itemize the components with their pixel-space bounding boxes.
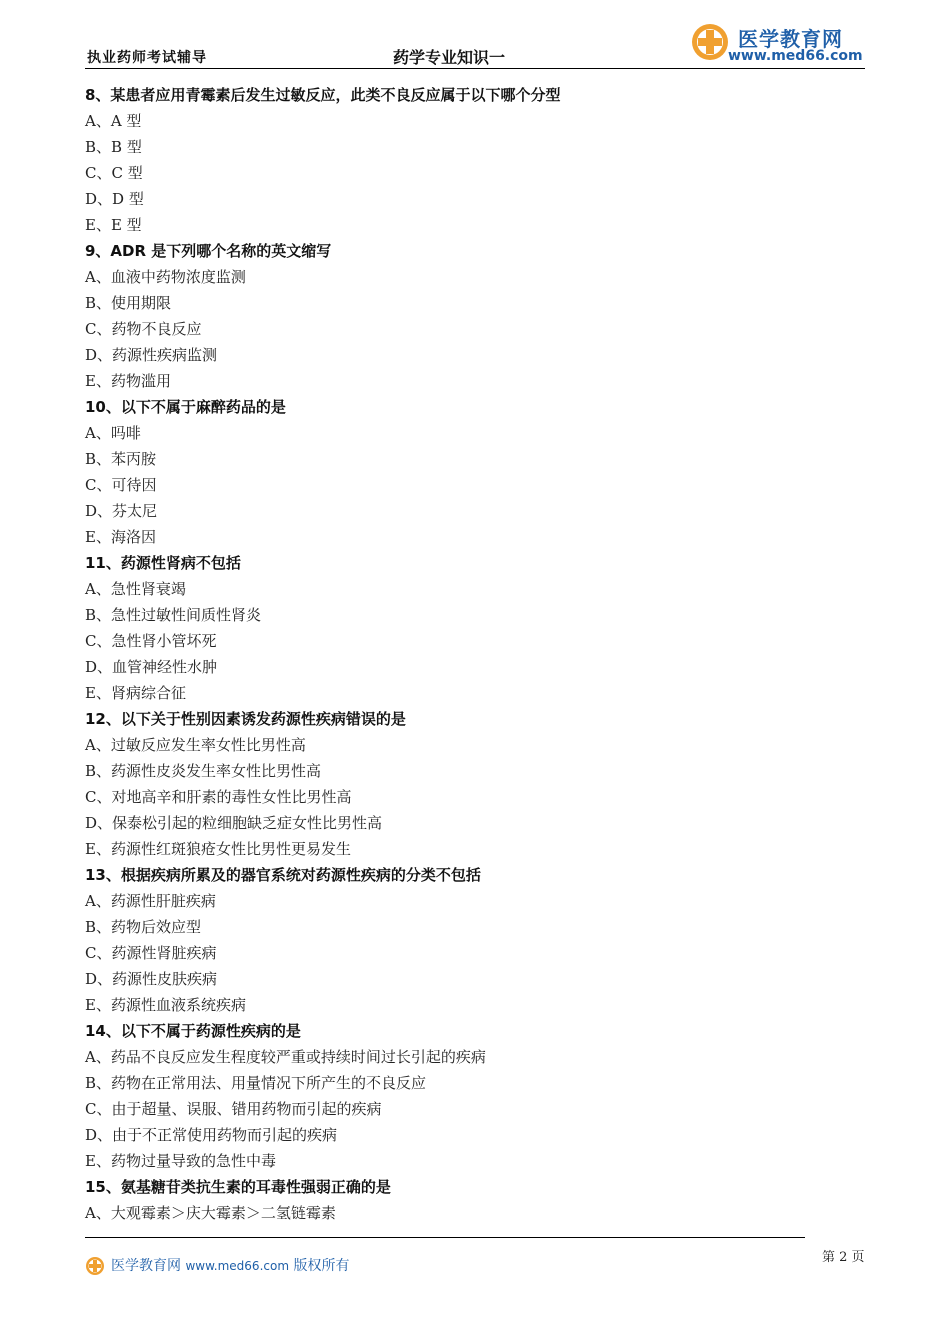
answer-option: C、药物不良反应: [85, 320, 202, 338]
question-stem: 15、氨基糖苷类抗生素的耳毒性强弱正确的是: [85, 1178, 391, 1196]
question-stem: 8、某患者应用青霉素后发生过敏反应，此类不良反应属于以下哪个分型: [85, 86, 561, 104]
header-left-title: 执业药师考试辅导: [87, 50, 207, 66]
medical-cross-footer-icon: [85, 1256, 105, 1276]
question-stem: 10、以下不属于麻醉药品的是: [85, 398, 286, 416]
header-subject-title: 药学专业知识一: [393, 48, 506, 67]
answer-option: D、芬太尼: [85, 502, 158, 520]
answer-option: A、药源性肝脏疾病: [85, 892, 216, 910]
answer-option: C、对地高辛和肝素的毒性女性比男性高: [85, 788, 352, 806]
answer-option: A、急性肾衰竭: [85, 580, 186, 598]
answer-option: A、A 型: [85, 112, 142, 130]
answer-option: D、D 型: [85, 190, 144, 208]
page-number: 第 2 页: [822, 1250, 865, 1265]
footer-text: [111, 1255, 349, 1277]
question-list: [85, 82, 865, 1226]
answer-option: D、保泰松引起的粒细胞缺乏症女性比男性高: [85, 814, 383, 832]
question-stem: 12、以下关于性别因素诱发药源性疾病错误的是: [85, 710, 406, 728]
answer-option: C、可待因: [85, 476, 157, 494]
site-logo[interactable]: [690, 20, 870, 66]
footer-brand-name: 医学教育网: [111, 1258, 181, 1274]
logo-title: 医学教育网: [738, 27, 843, 51]
answer-option: B、药物后效应型: [85, 918, 202, 936]
answer-option: E、药源性血液系统疾病: [85, 996, 246, 1014]
answer-option: B、使用期限: [85, 294, 172, 312]
answer-option: A、过敏反应发生率女性比男性高: [85, 736, 306, 754]
answer-option: E、药物滥用: [85, 372, 171, 390]
logo-url: www.med66.com: [728, 48, 863, 64]
answer-option: B、急性过敏性间质性肾炎: [85, 606, 262, 624]
answer-option: E、药物过量导致的急性中毒: [85, 1152, 276, 1170]
answer-option: B、药物在正常用法、用量情况下所产生的不良反应: [85, 1074, 427, 1092]
question-stem: 14、以下不属于药源性疾病的是: [85, 1022, 301, 1040]
footer-divider: [85, 1237, 805, 1238]
answer-option: D、由于不正常使用药物而引起的疾病: [85, 1126, 338, 1144]
answer-option: B、药源性皮炎发生率女性比男性高: [85, 762, 322, 780]
answer-option: D、药源性皮肤疾病: [85, 970, 218, 988]
answer-option: E、药源性红斑狼疮女性比男性更易发生: [85, 840, 351, 858]
question-stem: 13、根据疾病所累及的器官系统对药源性疾病的分类不包括: [85, 866, 481, 884]
answer-option: C、C 型: [85, 164, 143, 182]
answer-option: E、E 型: [85, 216, 142, 234]
answer-option: A、大观霉素＞庆大霉素＞二氢链霉素: [85, 1204, 336, 1222]
answer-option: E、海洛因: [85, 528, 156, 546]
question-stem: 9、ADR 是下列哪个名称的英文缩写: [85, 242, 332, 260]
answer-option: A、吗啡: [85, 424, 141, 442]
footer-url: www.med66.com: [185, 1259, 290, 1273]
page-header: [85, 20, 865, 69]
answer-option: A、药品不良反应发生程度较严重或持续时间过长引起的疾病: [85, 1048, 486, 1066]
answer-option: B、B 型: [85, 138, 142, 156]
answer-option: E、肾病综合征: [85, 684, 186, 702]
answer-option: A、血液中药物浓度监测: [85, 268, 246, 286]
answer-option: C、急性肾小管坏死: [85, 632, 217, 650]
question-stem: 11、药源性肾病不包括: [85, 554, 241, 572]
answer-option: B、苯丙胺: [85, 450, 157, 468]
answer-option: C、药源性肾脏疾病: [85, 944, 217, 962]
answer-option: C、由于超量、误服、错用药物而引起的疾病: [85, 1100, 382, 1118]
footer-rights: 版权所有: [293, 1258, 350, 1274]
medical-cross-logo-icon: [690, 22, 730, 62]
answer-option: D、药源性疾病监测: [85, 346, 218, 364]
answer-option: D、血管神经性水肿: [85, 658, 218, 676]
